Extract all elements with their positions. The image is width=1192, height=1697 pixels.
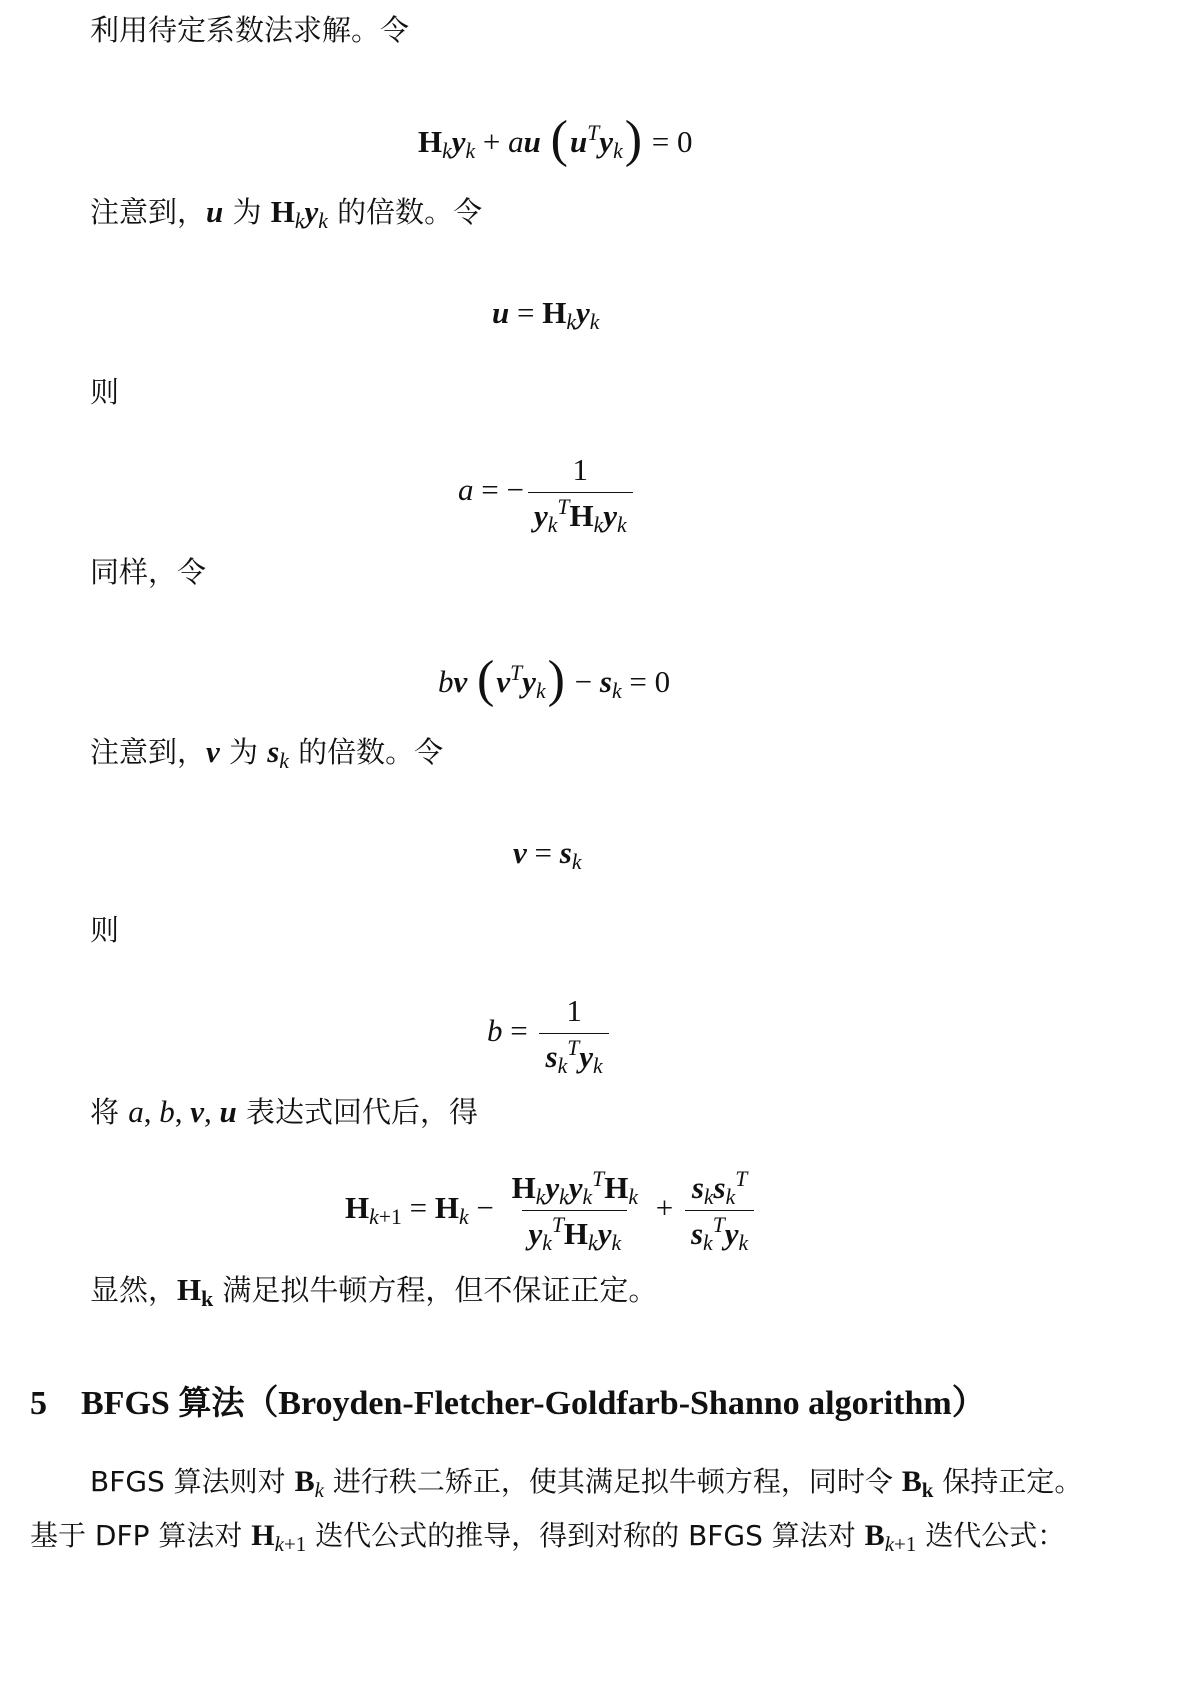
- text-line-7: 将 a, b, v, u 表达式回代后，得: [90, 1094, 478, 1129]
- text-line-1: 利用待定系数法求解。令: [90, 13, 410, 47]
- text-line-3: 则: [90, 375, 120, 409]
- equation-u-def: $u = H_ky_k$: [492, 295, 600, 335]
- equation-v-def: $v = s_k$: [513, 835, 582, 875]
- section-number: 5: [30, 1385, 47, 1422]
- section-title-cn: 算法: [178, 1383, 245, 1422]
- section-title-prefix: BFGS: [81, 1385, 179, 1422]
- equation-hy-plus-auuty: $H_ky_k$ + au $(u^Ty_k) = 0$: [418, 111, 693, 168]
- equation-dfp-update: $H_{k+1} = H_k$ − $\frac{H_ky_ky_k^TH_k}{y_k^TH_ky_k}$ + $\frac{s_ks_k^T}{s_k^Ty_k}$: [345, 1170, 758, 1252]
- text-line-2: 注意到，u 为 $H_ky_k$ 的倍数。令: [90, 194, 483, 234]
- equation-a-def: a = − $\frac{1}{y_k^TH_ky_k}$: [458, 452, 637, 534]
- section-heading-5: [30, 1375, 986, 1424]
- section-title-paren: （Broyden-Fletcher-Goldfarb-Shanno algorithm）: [244, 1385, 986, 1422]
- equation-bv-minus-s: bv $(v^Ty_k) - s_k = 0$: [438, 651, 671, 708]
- paragraph-line-2: 基于 DFP 算法对 $H_{k+1}$ 迭代公式的推导，得到对称的 BFGS 算法对 $B_{k+1}$ 迭代公式：: [30, 1519, 1066, 1556]
- text-line-4: 同样，令: [90, 555, 207, 589]
- text-line-5: 注意到，v 为 $s_k$ 的倍数。令: [90, 734, 444, 774]
- text-line-6: 则: [90, 913, 120, 947]
- text-line-8: 显然，$H_k$ 满足拟牛顿方程，但不保证正定。: [90, 1272, 658, 1312]
- equation-b-def: b = $\frac{1}{s_k^Ty_k}$: [487, 993, 613, 1075]
- paragraph-line-1: BFGS 算法则对 $B_k$ 进行秩二矫正，使其满足拟牛顿方程，同时令 $B_k$ 保持正定。: [90, 1465, 1083, 1502]
